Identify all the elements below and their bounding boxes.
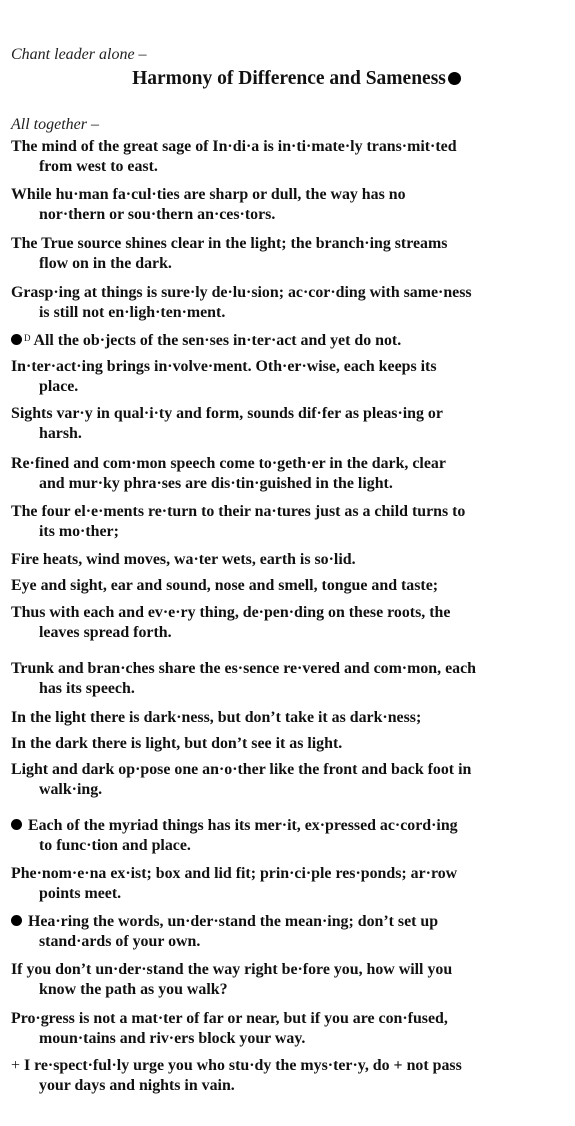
- verse-text: The True source shines clear in the light; the branch·ing streams: [11, 235, 448, 252]
- verse-text: All the ob·jects of the sen·ses in·ter·act and yet do not.: [33, 332, 402, 349]
- verse-text: Hea·ring the words, un·der·stand the mean·ing; don’t set up: [27, 913, 439, 930]
- verse-text: Trunk and bran·ches share the es·sence re·vered and com·mon, each: [11, 660, 476, 677]
- verse-text-continued: place.: [39, 378, 79, 395]
- verse-line: [11, 283, 472, 323]
- verse-text-continued: its mo·ther;: [39, 523, 119, 540]
- verse-text-continued: flow on in the dark.: [39, 255, 172, 272]
- verse-text-continued: and mur·ky phra·ses are dis·tin·guished in the light.: [39, 475, 393, 492]
- verse-line: [11, 708, 421, 728]
- bell-dot-icon: [11, 915, 22, 926]
- verse-text-continued: is still not en·ligh·ten·ment.: [39, 304, 226, 321]
- verse-text-continued: walk·ing.: [39, 781, 103, 798]
- verse-text: Phe·nom·e·na ex·ist; box and lid fit; prin·ci·ple res·ponds; ar·row: [11, 865, 458, 882]
- verse-text: Sights var·y in qual·i·ty and form, sounds dif·fer as pleas·ing or: [11, 405, 443, 422]
- verse-line: [11, 864, 457, 904]
- verse-line: [11, 137, 457, 177]
- verse-text: In the light there is dark·ness, but don’t take it as dark·ness;: [11, 709, 422, 726]
- verse-text-continued: stand·ards of your own.: [39, 933, 201, 950]
- verse-text: If you don’t un·der·stand the way right be·fore you, how will you: [11, 961, 453, 978]
- verse-text: Re·fined and com·mon speech come to·geth·er in the dark, clear: [11, 455, 446, 472]
- verse-text-continued: moun·tains and riv·ers block your way.: [39, 1030, 306, 1047]
- verse-line: [11, 454, 446, 494]
- verse-text-continued: harsh.: [39, 425, 82, 442]
- plus-mark-icon: +: [11, 1057, 24, 1074]
- verse-text-continued: from west to east.: [39, 158, 158, 175]
- verse-text-continued: has its speech.: [39, 680, 135, 697]
- verse-text: The mind of the great sage of In·di·a is in·ti·mate·ly trans·mit·ted: [11, 138, 457, 155]
- verse-line: [11, 331, 401, 351]
- together-note: All together –: [11, 116, 99, 133]
- verse-text-continued: your days and nights in vain.: [39, 1077, 235, 1094]
- verse-text: Fire heats, wind moves, wa·ter wets, earth is so·lid.: [11, 551, 356, 568]
- verse-line: [11, 960, 452, 1000]
- verse-text-continued: leaves spread forth.: [39, 624, 172, 641]
- verse-text-continued: know the path as you walk?: [39, 981, 228, 998]
- verse-text: Eye and sight, ear and sound, nose and smell, tongue and taste;: [11, 577, 439, 594]
- verse-text: Light and dark op·pose one an·o·ther like the front and back foot in: [11, 761, 472, 778]
- title-row: [0, 68, 575, 90]
- verse-line: [11, 659, 476, 699]
- bell-dot-icon: [448, 72, 461, 85]
- bell-dot-icon: [11, 819, 22, 830]
- verse-text: Each of the myriad things has its mer·it, ex·pressed ac·cord·ing: [27, 817, 458, 834]
- verse-text: In·ter·act·ing brings in·volve·ment. Oth·er·wise, each keeps its: [11, 358, 437, 375]
- verse-line: [11, 1056, 462, 1096]
- verse-text: While hu·man fa·cul·ties are sharp or dull, the way has no: [11, 186, 406, 203]
- verse-line: [11, 550, 356, 570]
- verse-line: [11, 816, 458, 856]
- verse-text: Pro·gress is not a mat·ter of far or near, but if you are con·fused,: [11, 1010, 448, 1027]
- verse-line: [11, 502, 465, 542]
- verse-line: [11, 234, 447, 274]
- verse-line: [11, 760, 471, 800]
- verse-line: [11, 1009, 448, 1049]
- verse-text: Grasp·ing at things is sure·ly de·lu·sion; ac·cor·ding with same·ness: [11, 284, 472, 301]
- verse-line: [11, 912, 438, 952]
- verse-line: [11, 404, 443, 444]
- verse-text-continued: points meet.: [39, 885, 122, 902]
- verse-text: I re·spect·ful·ly urge you who stu·dy the mys·ter·y, do + not pass: [23, 1057, 462, 1074]
- verse-line: [11, 185, 406, 225]
- bell-dot-icon: [11, 334, 22, 345]
- verse-text-continued: nor·thern or sou·thern an·ces·tors.: [39, 206, 276, 223]
- verse-text: Thus with each and ev·e·ry thing, de·pen·ding on these roots, the: [11, 604, 451, 621]
- verse-line: [11, 603, 450, 643]
- verse-text: In the dark there is light, but don’t see it as light.: [11, 735, 343, 752]
- verse-text: The four el·e·ments re·turn to their na·tures just as a child turns to: [11, 503, 466, 520]
- verse-line: [11, 576, 438, 596]
- page-title: Harmony of Difference and Sameness: [132, 68, 446, 89]
- verse-line: [11, 357, 437, 397]
- verse-line: [11, 734, 342, 754]
- mark-letter: D: [24, 333, 31, 343]
- intro-note: Chant leader alone –: [11, 46, 147, 63]
- verse-text-continued: to func·tion and place.: [39, 837, 191, 854]
